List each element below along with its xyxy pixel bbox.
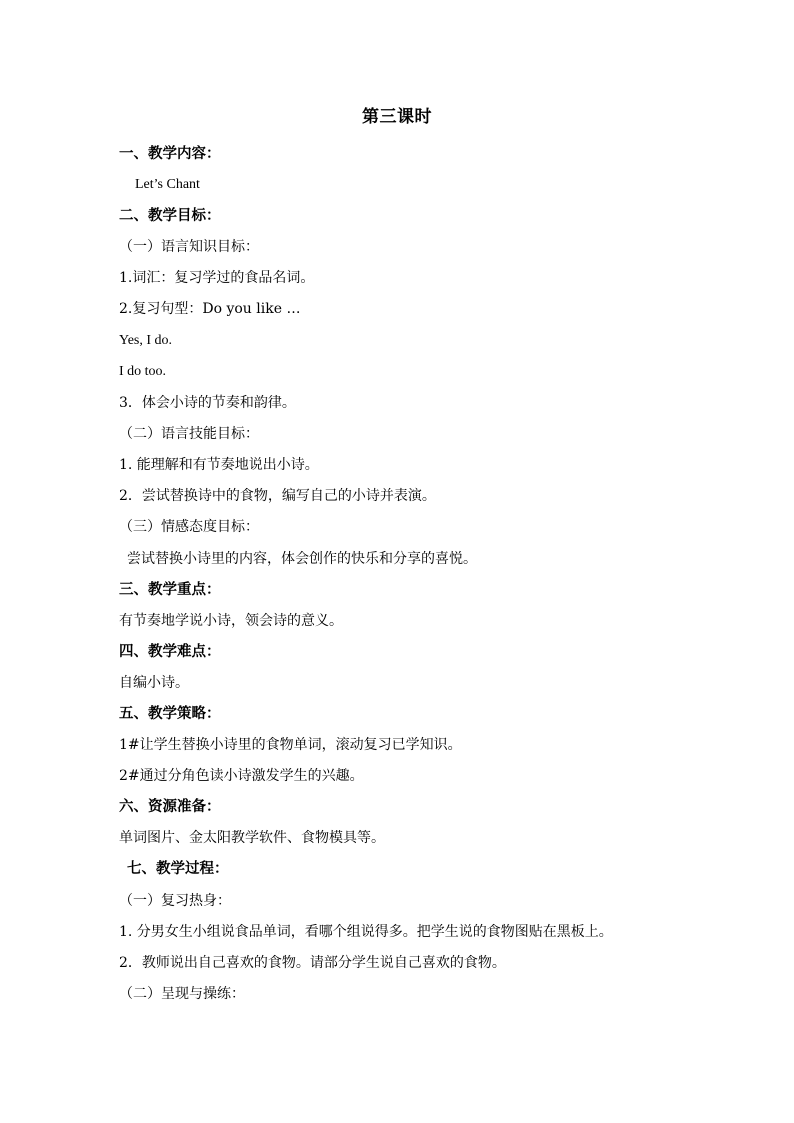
subsection-heading-language-skills: （二）语言技能目标： bbox=[119, 426, 259, 442]
subsection-heading-language-knowledge: （一）语言知识目标： bbox=[119, 239, 259, 255]
body-text: 有节奏地学说小诗，领会诗的意义。 bbox=[119, 613, 343, 629]
process-item: 1. 分男女生小组说食品单词，看哪个组说得多。把学生说的食物图贴在黑板上。 bbox=[119, 924, 613, 940]
section-heading-teaching-process: 七、教学过程： bbox=[127, 860, 229, 877]
process-item: 2．教师说出自己喜欢的食物。请部分学生说自己喜欢的食物。 bbox=[119, 955, 506, 971]
body-text: 单词图片、金太阳教学软件、食物模具等。 bbox=[119, 830, 385, 846]
section-heading-resources: 六、资源准备： bbox=[119, 798, 221, 815]
section-heading-difficulties: 四、教学难点： bbox=[119, 643, 221, 660]
strategy-item: 2#通过分角色读小诗激发学生的兴趣。 bbox=[119, 768, 364, 784]
section-heading-key-points: 三、教学重点： bbox=[119, 581, 221, 598]
section-heading-teaching-content: 一、教学内容： bbox=[119, 145, 221, 162]
goal-item: 3．体会小诗的节奏和韵律。 bbox=[119, 395, 296, 411]
section-heading-strategies: 五、教学策略： bbox=[119, 705, 221, 722]
goal-item: 2.复习句型：Do you like … bbox=[119, 301, 301, 317]
body-text: 自编小诗。 bbox=[119, 675, 189, 691]
subsection-heading-presentation-practice: （二）呈现与操练： bbox=[119, 986, 245, 1002]
subsection-heading-emotional-attitude: （三）情感态度目标： bbox=[119, 519, 259, 535]
strategy-item: 1#让学生替换小诗里的食物单词，滚动复习已学知识。 bbox=[119, 737, 462, 753]
subsection-heading-warm-up: （一）复习热身： bbox=[119, 893, 231, 909]
sentence-pattern: Yes, I do. bbox=[119, 333, 173, 348]
document-title: 第三课时 bbox=[362, 107, 432, 127]
goal-item: 2．尝试替换诗中的食物，编写自己的小诗并表演。 bbox=[119, 488, 436, 504]
content-text: Let’s Chant bbox=[135, 177, 200, 192]
goal-item: 尝试替换小诗里的内容，体会创作的快乐和分享的喜悦。 bbox=[127, 551, 477, 567]
sentence-pattern: I do too. bbox=[119, 364, 167, 379]
goal-item: 1. 能理解和有节奏地说出小诗。 bbox=[119, 457, 319, 473]
section-heading-teaching-goals: 二、教学目标： bbox=[119, 207, 221, 224]
goal-item: 1.词汇：复习学过的食品名词。 bbox=[119, 270, 315, 286]
